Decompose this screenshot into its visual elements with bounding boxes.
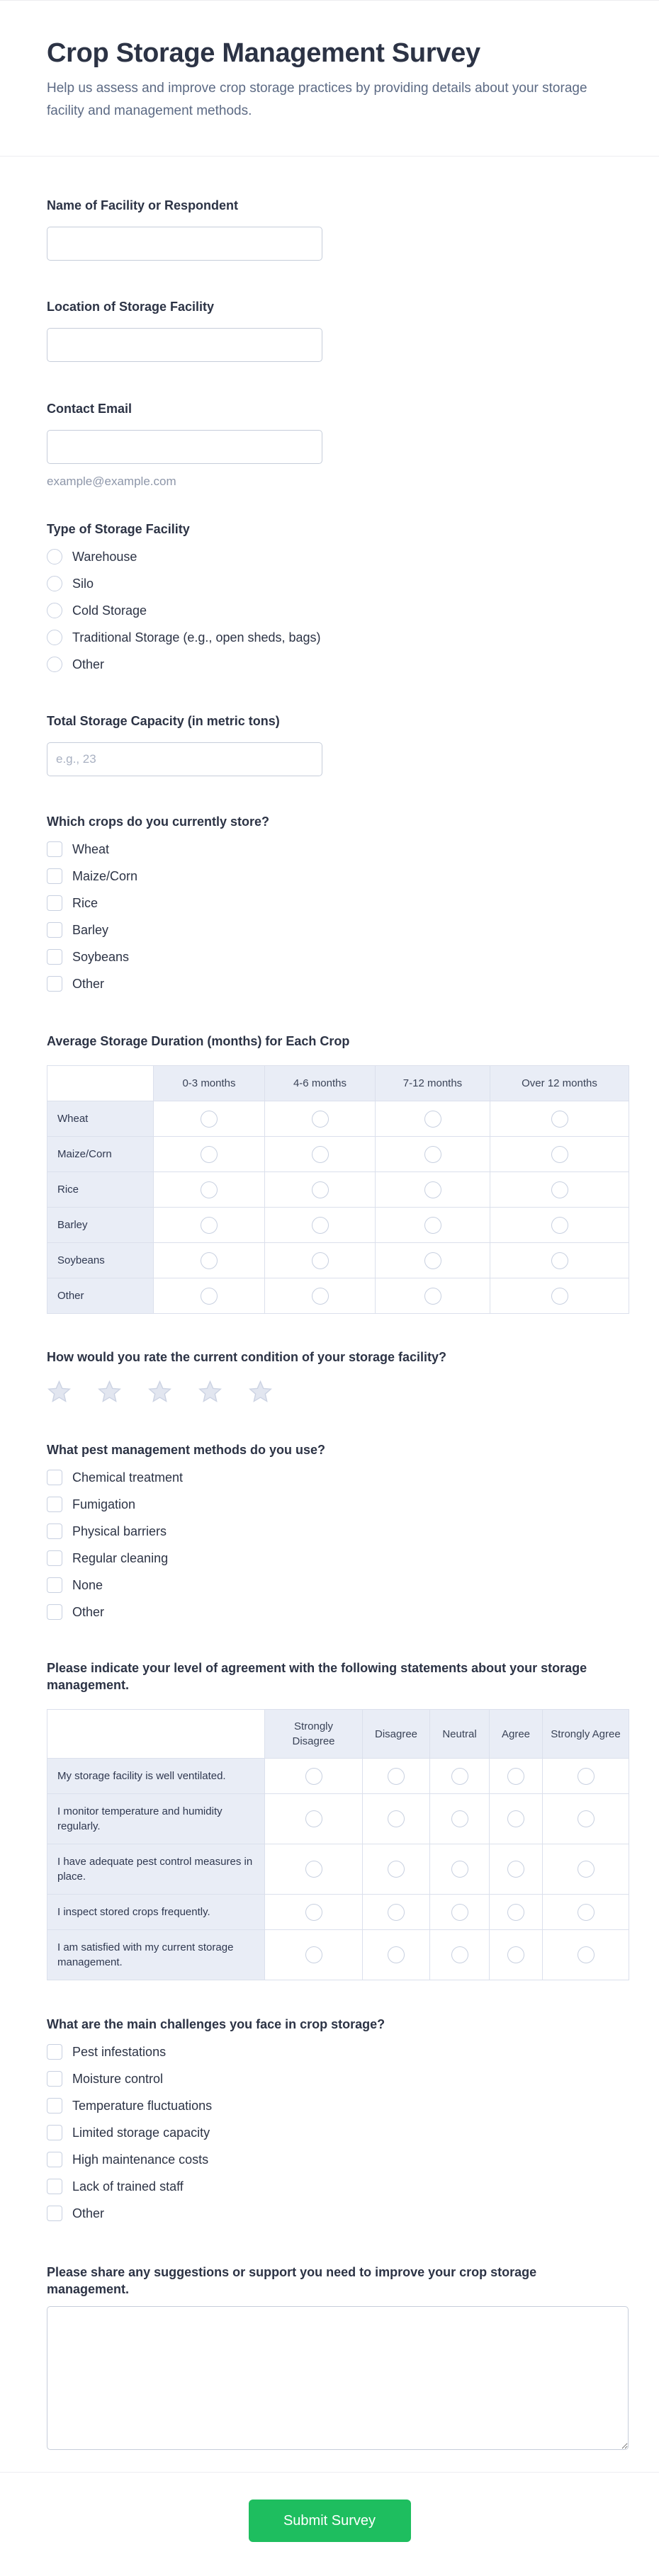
checkbox-option[interactable] xyxy=(47,841,629,857)
matrix-corner-cell xyxy=(47,1710,265,1759)
matrix-cell xyxy=(154,1278,265,1314)
capacity-input[interactable] xyxy=(47,742,322,776)
star-icon[interactable] xyxy=(97,1380,122,1404)
matrix-cell xyxy=(490,1137,629,1172)
checkbox[interactable] xyxy=(47,2044,62,2060)
matrix-column-header: Disagree xyxy=(363,1710,430,1759)
radio-button[interactable] xyxy=(388,1810,405,1827)
radio-button[interactable] xyxy=(551,1146,568,1163)
submit-button[interactable]: Submit Survey xyxy=(249,2500,411,2542)
question-location xyxy=(47,298,629,362)
matrix-cell xyxy=(265,1101,376,1137)
radio-button[interactable] xyxy=(201,1252,218,1269)
checkbox[interactable] xyxy=(47,2152,62,2167)
matrix-cell xyxy=(154,1208,265,1243)
radio-button[interactable] xyxy=(305,1904,322,1921)
question-facility-name xyxy=(47,197,629,261)
agreement-matrix-table xyxy=(47,1709,629,1980)
radio-button[interactable] xyxy=(451,1861,468,1878)
radio-button[interactable] xyxy=(201,1111,218,1128)
matrix-column-header: 0-3 months xyxy=(154,1066,265,1101)
radio-button[interactable] xyxy=(507,1768,524,1785)
page-title: Crop Storage Management Survey xyxy=(47,38,480,68)
matrix-row xyxy=(47,1208,629,1243)
question-label: Please indicate your level of agreement with the following statements about your storage management. xyxy=(47,1661,587,1692)
matrix-row xyxy=(47,1759,629,1794)
form-header xyxy=(0,1,659,123)
radio-option-label: Traditional Storage (e.g., open sheds, bags) xyxy=(72,630,321,645)
checkbox-option[interactable] xyxy=(47,1497,629,1512)
radio-button[interactable] xyxy=(507,1904,524,1921)
matrix-cell xyxy=(543,1759,629,1794)
form-footer xyxy=(0,2473,659,2576)
matrix-cell xyxy=(543,1794,629,1844)
matrix-cell xyxy=(376,1278,490,1314)
checkbox-option[interactable] xyxy=(47,949,629,965)
star-icon[interactable] xyxy=(147,1380,172,1404)
checkbox[interactable] xyxy=(47,1497,62,1512)
radio-button[interactable] xyxy=(424,1146,441,1163)
suggestions-textarea[interactable] xyxy=(47,2306,629,2450)
radio-option[interactable] xyxy=(47,657,629,672)
radio-button[interactable] xyxy=(578,1904,595,1921)
matrix-row xyxy=(47,1172,629,1208)
radio-button[interactable] xyxy=(551,1111,568,1128)
question-capacity xyxy=(47,713,629,776)
matrix-row xyxy=(47,1243,629,1278)
checkbox[interactable] xyxy=(47,841,62,857)
matrix-cell xyxy=(265,1844,363,1895)
checkbox-option[interactable] xyxy=(47,976,629,992)
checkbox-option-label: Other xyxy=(72,977,105,991)
checkbox[interactable] xyxy=(47,1524,62,1539)
radio-button[interactable] xyxy=(424,1181,441,1198)
radio-button[interactable] xyxy=(424,1288,441,1305)
checkbox-option-label: Soybeans xyxy=(72,950,130,964)
radio-option[interactable] xyxy=(47,549,629,564)
email-sublabel: example@example.com xyxy=(47,475,176,488)
checkbox[interactable] xyxy=(47,2098,62,2113)
matrix-column-header: Over 12 months xyxy=(490,1066,629,1101)
radio-button[interactable] xyxy=(578,1861,595,1878)
radio-group xyxy=(47,549,629,672)
matrix-cell xyxy=(154,1172,265,1208)
question-label: Which crops do you currently store? xyxy=(47,815,270,829)
question-duration-matrix xyxy=(47,1033,629,1314)
matrix-row-header: Rice xyxy=(47,1172,154,1208)
matrix-cell xyxy=(543,1844,629,1895)
matrix-cell xyxy=(363,1844,430,1895)
checkbox[interactable] xyxy=(47,1470,62,1485)
radio-button[interactable] xyxy=(551,1288,568,1305)
matrix-cell xyxy=(363,1930,430,1980)
radio-button[interactable] xyxy=(451,1946,468,1963)
star-icon[interactable] xyxy=(248,1380,273,1404)
radio-button[interactable] xyxy=(424,1111,441,1128)
radio-button[interactable] xyxy=(305,1768,322,1785)
checkbox-group xyxy=(47,841,629,992)
checkbox-option[interactable] xyxy=(47,1604,629,1620)
matrix-row-header: I am satisfied with my current storage management. xyxy=(47,1930,265,1980)
radio-button[interactable] xyxy=(551,1252,568,1269)
location-input[interactable] xyxy=(47,328,322,362)
matrix-cell xyxy=(490,1844,543,1895)
matrix-row xyxy=(47,1794,629,1844)
matrix-cell xyxy=(490,1930,543,1980)
radio-button[interactable] xyxy=(312,1146,329,1163)
radio-button[interactable] xyxy=(424,1252,441,1269)
checkbox-option-label: Chemical treatment xyxy=(72,1470,184,1485)
radio-button[interactable] xyxy=(47,549,62,564)
matrix-column-header: Strongly Disagree xyxy=(265,1710,363,1759)
checkbox[interactable] xyxy=(47,2071,62,2087)
checkbox[interactable] xyxy=(47,1550,62,1566)
matrix-column-header: Neutral xyxy=(430,1710,490,1759)
matrix-cell xyxy=(430,1794,490,1844)
radio-button[interactable] xyxy=(312,1252,329,1269)
header-divider xyxy=(0,156,659,157)
matrix-cell xyxy=(376,1172,490,1208)
checkbox-option-label: Lack of trained staff xyxy=(72,2179,184,2194)
question-label: Type of Storage Facility xyxy=(47,522,190,536)
checkbox[interactable] xyxy=(47,2179,62,2194)
matrix-row-header: Barley xyxy=(47,1208,154,1243)
radio-button[interactable] xyxy=(388,1768,405,1785)
checkbox-option[interactable] xyxy=(47,2152,629,2167)
question-agreement-matrix xyxy=(47,1659,629,1980)
radio-button[interactable] xyxy=(388,1946,405,1963)
radio-option-label: Other xyxy=(72,657,105,671)
matrix-row-header: Wheat xyxy=(47,1101,154,1137)
checkbox-option-label: Other xyxy=(72,2206,105,2220)
checkbox-option[interactable] xyxy=(47,2044,629,2060)
checkbox[interactable] xyxy=(47,949,62,965)
radio-option[interactable] xyxy=(47,603,629,618)
checkbox-option[interactable] xyxy=(47,868,629,884)
checkbox[interactable] xyxy=(47,1577,62,1593)
radio-button[interactable] xyxy=(578,1768,595,1785)
radio-button[interactable] xyxy=(578,1810,595,1827)
matrix-cell xyxy=(430,1759,490,1794)
checkbox[interactable] xyxy=(47,868,62,884)
matrix-row xyxy=(47,1930,629,1980)
matrix-cell xyxy=(265,1794,363,1844)
radio-button[interactable] xyxy=(451,1904,468,1921)
checkbox-option-label: Other xyxy=(72,1605,105,1619)
checkbox-option-label: Physical barriers xyxy=(72,1524,167,1538)
question-label: Total Storage Capacity (in metric tons) xyxy=(47,714,280,728)
matrix-cell xyxy=(430,1895,490,1930)
matrix-cell xyxy=(376,1208,490,1243)
matrix-cell xyxy=(265,1137,376,1172)
radio-option-label: Cold Storage xyxy=(72,603,147,618)
checkbox-option-label: Pest infestations xyxy=(72,2045,167,2059)
checkbox-option[interactable] xyxy=(47,2098,629,2113)
radio-button[interactable] xyxy=(551,1217,568,1234)
matrix-row-header: I have adequate pest control measures in place. xyxy=(47,1844,265,1895)
matrix-row xyxy=(47,1101,629,1137)
matrix-row xyxy=(47,1278,629,1314)
radio-option[interactable] xyxy=(47,630,629,645)
matrix-cell xyxy=(265,1278,376,1314)
matrix-cell xyxy=(543,1930,629,1980)
checkbox-option[interactable] xyxy=(47,2206,629,2221)
checkbox-option[interactable] xyxy=(47,2071,629,2087)
checkbox[interactable] xyxy=(47,1604,62,1620)
question-crops xyxy=(47,813,629,992)
radio-button[interactable] xyxy=(201,1217,218,1234)
matrix-cell xyxy=(154,1137,265,1172)
matrix-cell xyxy=(490,1278,629,1314)
matrix-header-row xyxy=(47,1066,629,1101)
checkbox[interactable] xyxy=(47,895,62,911)
radio-button[interactable] xyxy=(47,657,62,672)
checkbox-option[interactable] xyxy=(47,895,629,911)
question-contact-email xyxy=(47,400,629,489)
radio-button[interactable] xyxy=(388,1861,405,1878)
question-label: Contact Email xyxy=(47,402,133,416)
star-icon[interactable] xyxy=(47,1380,72,1404)
matrix-column-header: 4-6 months xyxy=(265,1066,376,1101)
checkbox-group xyxy=(47,2044,629,2221)
radio-button[interactable] xyxy=(551,1181,568,1198)
checkbox[interactable] xyxy=(47,922,62,938)
matrix-cell xyxy=(265,1243,376,1278)
matrix-cell xyxy=(265,1895,363,1930)
matrix-cell xyxy=(490,1895,543,1930)
matrix-cell xyxy=(265,1930,363,1980)
checkbox[interactable] xyxy=(47,2206,62,2221)
question-label: Location of Storage Facility xyxy=(47,300,215,314)
matrix-cell xyxy=(430,1930,490,1980)
radio-button[interactable] xyxy=(312,1288,329,1305)
radio-button[interactable] xyxy=(507,1810,524,1827)
matrix-cell xyxy=(430,1844,490,1895)
matrix-row xyxy=(47,1137,629,1172)
duration-matrix-table xyxy=(47,1065,629,1314)
matrix-cell xyxy=(490,1101,629,1137)
radio-button[interactable] xyxy=(451,1810,468,1827)
radio-button[interactable] xyxy=(305,1810,322,1827)
radio-option[interactable] xyxy=(47,576,629,591)
checkbox-option[interactable] xyxy=(47,2179,629,2194)
checkbox-option-label: Fumigation xyxy=(72,1497,136,1511)
radio-button[interactable] xyxy=(47,630,62,645)
checkbox-option[interactable] xyxy=(47,1550,629,1566)
radio-button[interactable] xyxy=(451,1768,468,1785)
question-label: What pest management methods do you use? xyxy=(47,1443,326,1457)
question-label: How would you rate the current condition of your storage facility? xyxy=(47,1350,447,1364)
question-label: Name of Facility or Respondent xyxy=(47,198,239,212)
radio-button[interactable] xyxy=(47,576,62,591)
checkbox-option-label: High maintenance costs xyxy=(72,2152,209,2167)
facility-name-input[interactable] xyxy=(47,227,322,261)
star-icon[interactable] xyxy=(198,1380,223,1404)
matrix-cell xyxy=(490,1243,629,1278)
radio-button[interactable] xyxy=(201,1181,218,1198)
checkbox-option-label: Limited storage capacity xyxy=(72,2126,210,2140)
radio-button[interactable] xyxy=(424,1217,441,1234)
matrix-cell xyxy=(376,1243,490,1278)
checkbox-option-label: Moisture control xyxy=(72,2072,164,2086)
question-challenges xyxy=(47,2016,629,2221)
checkbox-option-label: Temperature fluctuations xyxy=(72,2099,213,2113)
matrix-cell xyxy=(265,1208,376,1243)
radio-button[interactable] xyxy=(312,1217,329,1234)
radio-button[interactable] xyxy=(201,1288,218,1305)
matrix-row-header: My storage facility is well ventilated. xyxy=(47,1759,265,1794)
question-storage-type xyxy=(47,521,629,672)
radio-button[interactable] xyxy=(507,1861,524,1878)
matrix-row-header: Maize/Corn xyxy=(47,1137,154,1172)
checkbox-group xyxy=(47,1470,629,1620)
matrix-column-header: 7-12 months xyxy=(376,1066,490,1101)
checkbox-option[interactable] xyxy=(47,1470,629,1485)
question-label: Please share any suggestions or support you need to improve your crop storage management. xyxy=(47,2265,537,2296)
checkbox-option-label: Barley xyxy=(72,923,109,937)
matrix-corner-cell xyxy=(47,1066,154,1101)
radio-button[interactable] xyxy=(312,1111,329,1128)
radio-option-label: Silo xyxy=(72,577,94,591)
radio-button[interactable] xyxy=(201,1146,218,1163)
matrix-cell xyxy=(376,1101,490,1137)
checkbox-option-label: Regular cleaning xyxy=(72,1551,169,1565)
matrix-header-row xyxy=(47,1710,629,1759)
matrix-cell xyxy=(265,1759,363,1794)
radio-button[interactable] xyxy=(305,1861,322,1878)
question-pest-methods xyxy=(47,1441,629,1620)
checkbox-option[interactable] xyxy=(47,922,629,938)
matrix-cell xyxy=(363,1895,430,1930)
radio-button[interactable] xyxy=(507,1946,524,1963)
checkbox[interactable] xyxy=(47,976,62,992)
matrix-row-header: Soybeans xyxy=(47,1243,154,1278)
matrix-cell xyxy=(490,1794,543,1844)
checkbox-option[interactable] xyxy=(47,2125,629,2140)
question-label: Average Storage Duration (months) for Each Crop xyxy=(47,1034,350,1048)
radio-button[interactable] xyxy=(388,1904,405,1921)
matrix-cell xyxy=(363,1759,430,1794)
checkbox-option[interactable] xyxy=(47,1524,629,1539)
matrix-column-header: Agree xyxy=(490,1710,543,1759)
star-rating xyxy=(47,1380,629,1404)
matrix-cell xyxy=(490,1172,629,1208)
matrix-row-header: I monitor temperature and humidity regularly. xyxy=(47,1794,265,1844)
matrix-cell xyxy=(265,1172,376,1208)
checkbox-option-label: None xyxy=(72,1578,103,1592)
matrix-row-header: I inspect stored crops frequently. xyxy=(47,1895,265,1930)
matrix-row xyxy=(47,1895,629,1930)
checkbox-option-label: Rice xyxy=(72,896,98,910)
checkbox[interactable] xyxy=(47,2125,62,2140)
question-suggestions xyxy=(47,2264,629,2450)
radio-button[interactable] xyxy=(312,1181,329,1198)
matrix-cell xyxy=(376,1137,490,1172)
question-condition-rating xyxy=(47,1349,629,1404)
matrix-row xyxy=(47,1844,629,1895)
radio-button[interactable] xyxy=(305,1946,322,1963)
radio-option-label: Warehouse xyxy=(72,550,137,564)
matrix-cell xyxy=(490,1759,543,1794)
page-subtitle: Help us assess and improve crop storage practices by providing details about your storage facility and management methods. xyxy=(47,81,587,118)
checkbox-option-label: Wheat xyxy=(72,842,110,856)
email-input[interactable] xyxy=(47,430,322,464)
matrix-row-header: Other xyxy=(47,1278,154,1314)
matrix-column-header: Strongly Agree xyxy=(543,1710,629,1759)
form-body xyxy=(0,197,659,2450)
radio-button[interactable] xyxy=(578,1946,595,1963)
matrix-cell xyxy=(154,1243,265,1278)
checkbox-option-label: Maize/Corn xyxy=(72,869,138,883)
checkbox-option[interactable] xyxy=(47,1577,629,1593)
matrix-cell xyxy=(490,1208,629,1243)
matrix-cell xyxy=(543,1895,629,1930)
matrix-cell xyxy=(154,1101,265,1137)
radio-button[interactable] xyxy=(47,603,62,618)
question-label: What are the main challenges you face in crop storage? xyxy=(47,2017,385,2031)
matrix-cell xyxy=(363,1794,430,1844)
